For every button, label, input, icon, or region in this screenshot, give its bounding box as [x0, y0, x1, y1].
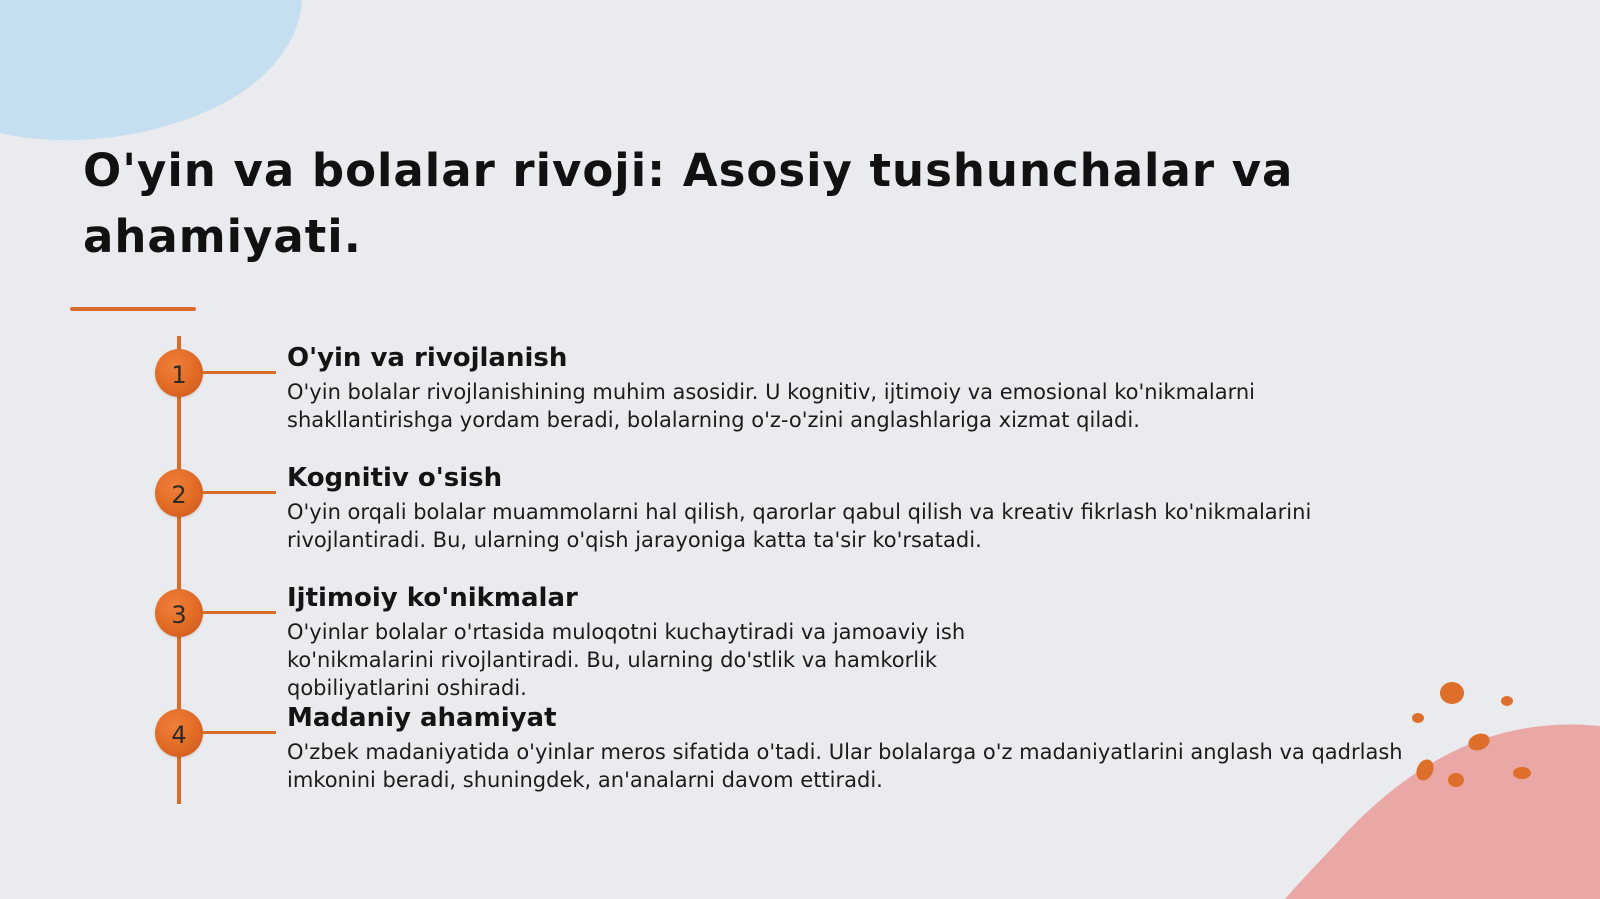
step-1-heading: O'yin va rivojlanish	[287, 343, 568, 373]
step-1-connector	[203, 371, 276, 374]
step-4-heading: Madaniy ahamiyat	[287, 703, 557, 733]
title-underline	[70, 307, 196, 311]
step-4-text: O'zbek madaniyatida o'yinlar meros sifatida o'tadi. Ular bolalarga o'z madaniyatlarini anglash va qadrlash imkonini beradi, shuningdek, an'analarni davom ettiradi.	[287, 740, 1403, 792]
step-3-number: 3	[171, 601, 187, 629]
step-3-connector	[203, 611, 276, 614]
step-2-number: 2	[171, 481, 187, 509]
step-4-connector	[203, 731, 276, 734]
step-1-text: O'yin bolalar rivojlanishining muhim asosidir. U kognitiv, ijtimoiy va emosional ko'nikmalarni shakllantirishga yordam beradi, bolalarning o'z-o'zini anglashlariga xizmat qiladi.	[287, 380, 1255, 432]
step-4-number: 4	[171, 721, 187, 749]
step-3-marker	[155, 589, 203, 637]
step-3-heading: Ijtimoiy ko'nikmalar	[287, 583, 578, 613]
step-2-marker	[155, 469, 203, 517]
blue-blob-decoration	[0, 0, 302, 140]
step-2-connector	[203, 491, 276, 494]
step-4-marker	[155, 709, 203, 757]
page-title: O'yin va bolalar rivoji: Asosiy tushunchalar va ahamiyati.	[83, 144, 1294, 263]
step-3-text: O'yinlar bolalar o'rtasida muloqotni kuchaytiradi va jamoaviy ish ko'nikmalarini rivojlantiradi. Bu, ularning do'stlik va hamkorlik qobiliyatlarini oshiradi.	[287, 620, 966, 700]
step-2-heading: Kognitiv o'sish	[287, 463, 503, 493]
step-1-number: 1	[171, 361, 187, 389]
step-2-text: O'yin orqali bolalar muammolarni hal qilish, qarorlar qabul qilish va kreativ fikrlash ko'nikmalarini rivojlantiradi. Bu, ularning o'qish jarayoniga katta ta'sir ko'rsatadi.	[287, 500, 1312, 552]
step-1-marker	[155, 349, 203, 397]
